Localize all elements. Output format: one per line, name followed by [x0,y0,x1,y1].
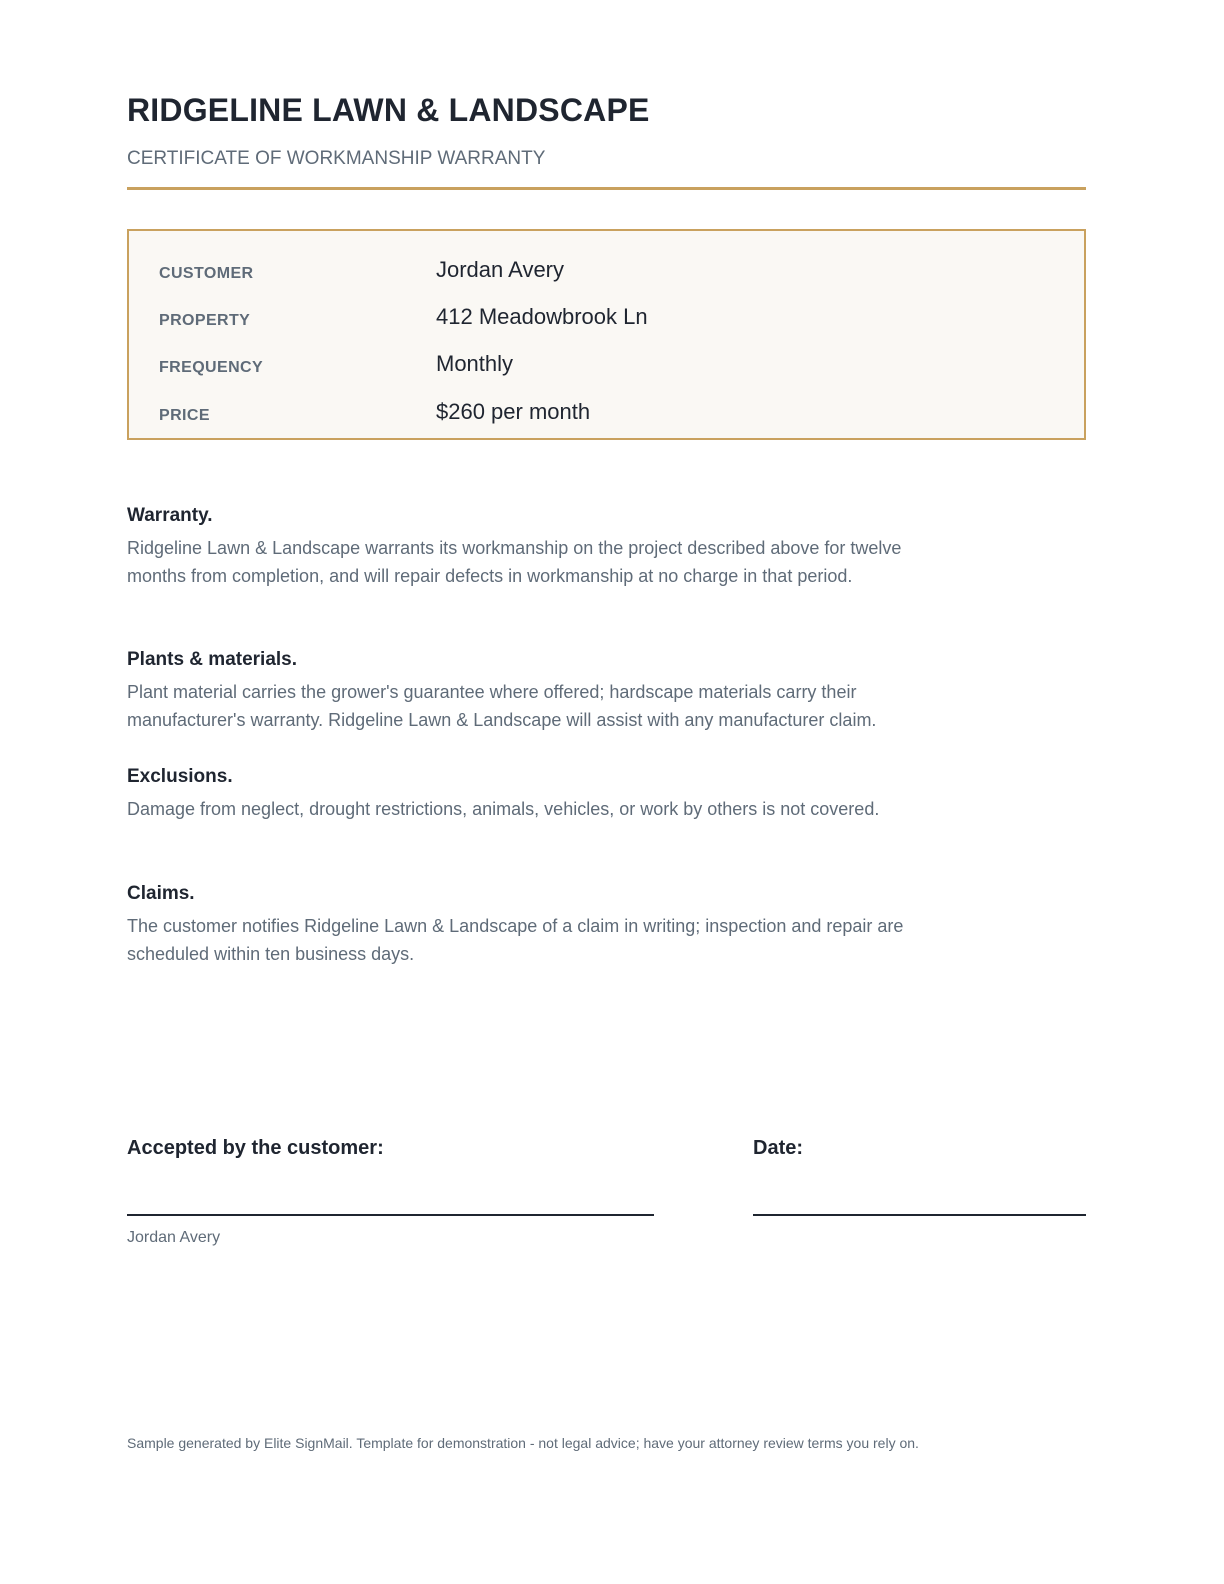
detail-row-frequency [159,351,1054,383]
date-label: Date: [753,1137,804,1159]
section-body: The customer notifies Ridgeline Lawn & Landscape of a claim in writing; inspection and repair are scheduled within ten business days. [127,916,904,964]
section-body: Damage from neglect, drought restrictions, animals, vehicles, or work by others is not covered. [127,799,880,819]
detail-value: Jordan Avery [436,257,565,282]
detail-label: CUSTOMER [159,265,254,282]
customer-signature-line[interactable] [127,1214,654,1216]
document-title: CERTIFICATE OF WORKMANSHIP WARRANTY [127,148,546,169]
detail-value: 412 Meadowbrook Ln [436,304,648,329]
section-claims [127,883,927,968]
section-heading: Exclusions. [127,766,233,787]
detail-label: PRICE [159,407,210,424]
section-heading: Claims. [127,883,195,904]
detail-value: Monthly [436,351,514,376]
detail-value: $260 per month [436,399,591,424]
signer-name: Jordan Avery [127,1229,221,1246]
section-body: Ridgeline Lawn & Landscape warrants its workmanship on the project described above for twelve months from completion, and will repair defects in workmanship at no charge in that period. [127,538,902,586]
section-warranty [127,505,927,590]
company-name: RIDGELINE LAWN & LANDSCAPE [127,92,650,128]
accepted-by-label: Accepted by the customer: [127,1137,384,1159]
section-plants-materials [127,649,927,734]
section-body: Plant material carries the grower's guarantee where offered; hardscape materials carry their manufacturer's warranty. Ridgeline Lawn & Landscape will assist with any manufacturer claim. [127,682,877,730]
section-heading: Warranty. [127,505,213,526]
detail-row-price [159,399,1054,431]
detail-label: PROPERTY [159,312,251,329]
detail-row-customer [159,257,1054,289]
details-box [127,229,1086,440]
warranty-certificate [127,0,1086,1584]
header-divider [127,187,1086,190]
date-signature-line[interactable] [753,1214,1086,1216]
section-heading: Plants & materials. [127,649,298,670]
section-exclusions [127,766,927,823]
footer-disclaimer: Sample generated by Elite SignMail. Template for demonstration - not legal advice; have your attorney review terms you rely on. [127,1435,919,1451]
detail-row-property [159,304,1054,336]
detail-label: FREQUENCY [159,359,264,376]
